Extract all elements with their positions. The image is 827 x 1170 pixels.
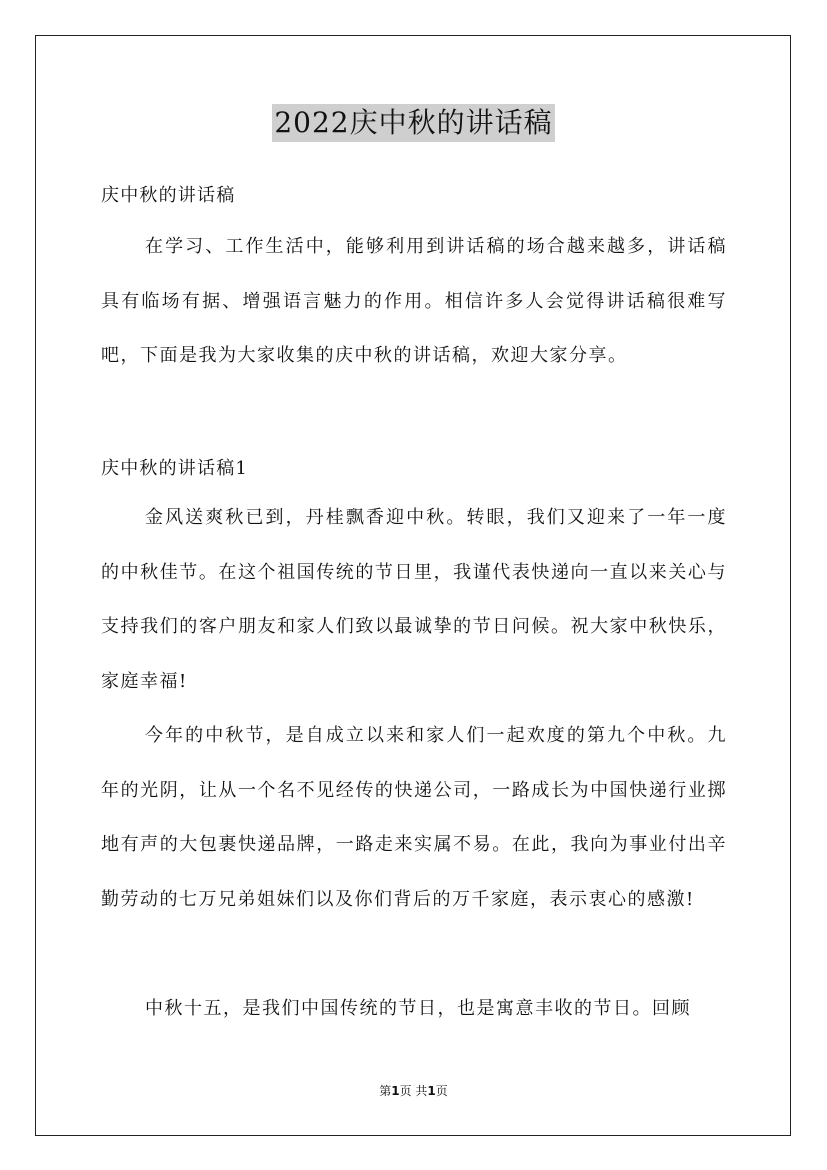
intro-paragraph: 在学习、工作生活中，能够利用到讲话稿的场合越来越多，讲话稿具有临场有据、增强语言魅力的作用。相信许多人会觉得讲话稿很难写吧，下面是我为大家收集的庆中秋的讲话稿，欢迎大家分享。 xyxy=(101,236,727,366)
section-heading-1: 庆中秋的讲话稿1 xyxy=(101,458,249,479)
document-title: 2022庆中秋的讲话稿 xyxy=(272,104,554,142)
footer-prefix: 第 xyxy=(379,1084,392,1098)
paragraph-3: 中秋十五，是我们中国传统的节日，也是寓意丰收的节日。回顾 xyxy=(145,998,691,1019)
title-block xyxy=(0,104,827,142)
intro-heading: 庆中秋的讲话稿 xyxy=(101,185,236,206)
footer-suffix: 页 xyxy=(435,1084,448,1098)
footer-page-number: 1 xyxy=(391,1084,400,1098)
paragraph-2: 今年的中秋节，是自成立以来和家人们一起欢度的第九个中秋。九年的光阴，让从一个名不见经传的快递公司，一路成长为中国快递行业掷地有声的大包裹快递品牌，一路走来实属不易。在此，我向为事业付出辛勤劳动的七万兄弟姐妹们以及你们背后的万千家庭，表示衷心的感激! xyxy=(101,725,727,910)
footer-page-total: 1 xyxy=(427,1084,436,1098)
paragraph-1: 金风送爽秋已到，丹桂飘香迎中秋。转眼，我们又迎来了一年一度的中秋佳节。在这个祖国传统的节日里，我谨代表快递向一直以来关心与支持我们的客户朋友和家人们致以最诚挚的节日问候。祝大家中秋快乐，家庭幸福! xyxy=(101,507,727,692)
footer-middle: 页 共 xyxy=(399,1084,428,1098)
page-footer xyxy=(0,1082,827,1099)
